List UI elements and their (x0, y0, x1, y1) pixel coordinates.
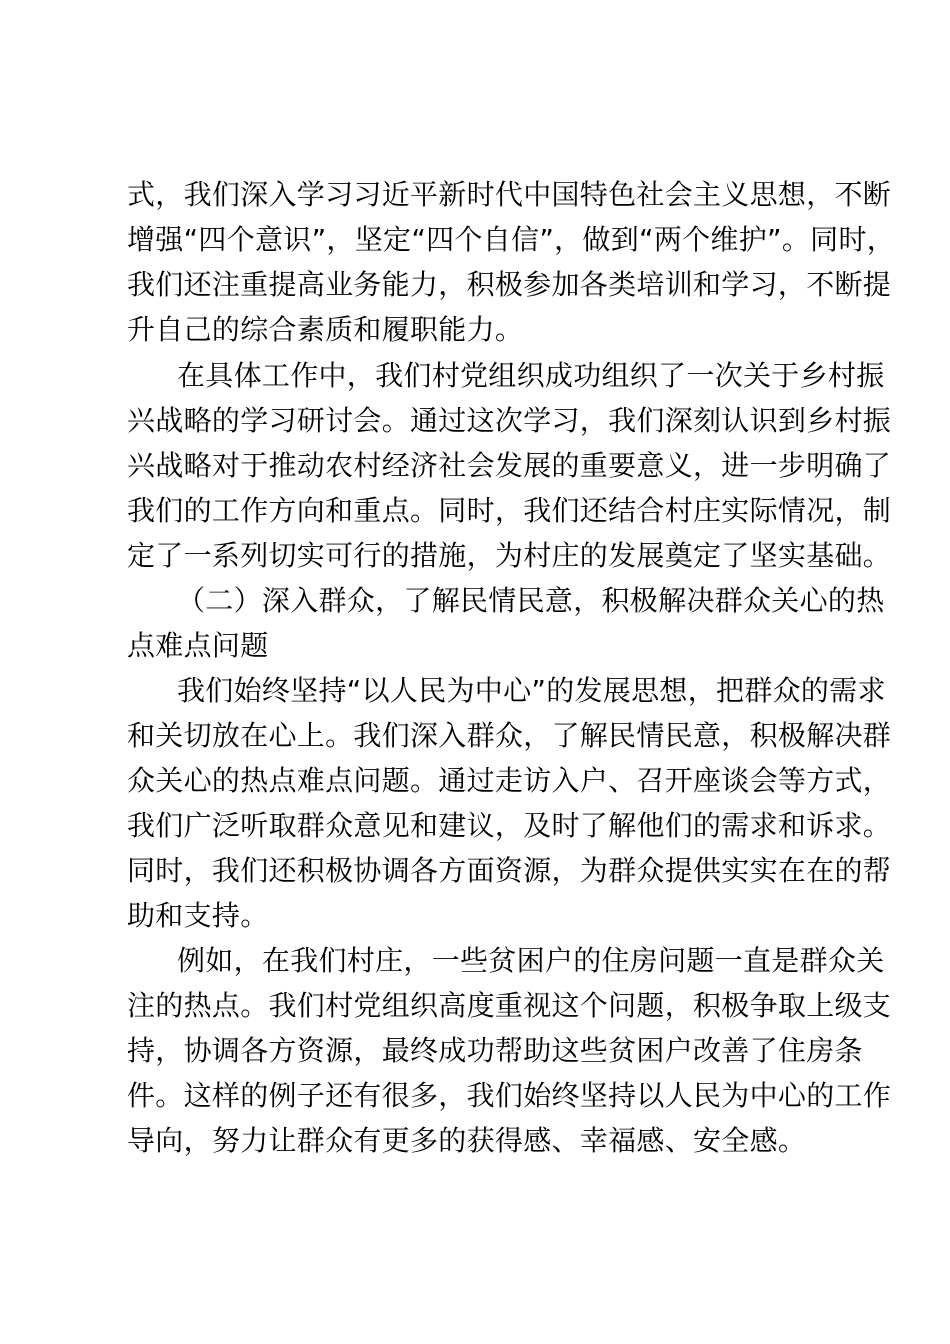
paragraph-first-line: 我们始终坚持“以人民为中心”的发展思想，把群众的需求 (177, 674, 886, 707)
section-heading-line: 点难点问题 (127, 629, 269, 662)
text-line: 定了一系列切实可行的措施，为村庄的发展奠定了坚实基础。 (127, 539, 892, 572)
text-line: 兴战略的学习研讨会。通过这次学习，我们深刻认识到乡村振 (127, 404, 892, 437)
text-line: 我们的工作方向和重点。同时，我们还结合村庄实际情况，制 (127, 494, 892, 527)
text-line: 兴战略对于推动农村经济社会发展的重要意义，进一步明确了 (127, 449, 892, 482)
paragraph-first-line: 在具体工作中，我们村党组织成功组织了一次关于乡村振 (177, 359, 885, 392)
paragraph-first-line: 例如，在我们村庄，一些贫困户的住房问题一直是群众关 (177, 944, 885, 977)
section-heading-line: （二）深入群众，了解民情民意，积极解决群众关心的热 (177, 584, 885, 617)
text-line: 助和支持。 (127, 899, 269, 932)
text-line: 同时，我们还积极协调各方面资源，为群众提供实实在在的帮 (127, 854, 892, 887)
text-line: 增强“四个意识”，坚定“四个自信”，做到“两个维护”。同时， (127, 223, 896, 256)
text-line: 注的热点。我们村党组织高度重视这个问题，积极争取上级支 (127, 989, 892, 1022)
text-line: 和关切放在心上。我们深入群众，了解民情民意，积极解决群 (127, 719, 892, 752)
text-line: 件。这样的例子还有很多，我们始终坚持以人民为中心的工作 (127, 1079, 892, 1112)
text-line: 我们广泛听取群众意见和建议，及时了解他们的需求和诉求。 (127, 809, 892, 842)
text-line: 式，我们深入学习习近平新时代中国特色社会主义思想，不断 (127, 178, 892, 211)
text-line: 众关心的热点难点问题。通过走访入户、召开座谈会等方式， (127, 764, 892, 797)
text-line: 我们还注重提高业务能力，积极参加各类培训和学习，不断提 (127, 268, 892, 301)
text-line: 导向，努力让群众有更多的获得感、幸福感、安全感。 (127, 1124, 807, 1157)
text-line: 升自己的综合素质和履职能力。 (127, 313, 524, 346)
text-line: 持，协调各方资源，最终成功帮助这些贫困户改善了住房条 (127, 1034, 863, 1067)
